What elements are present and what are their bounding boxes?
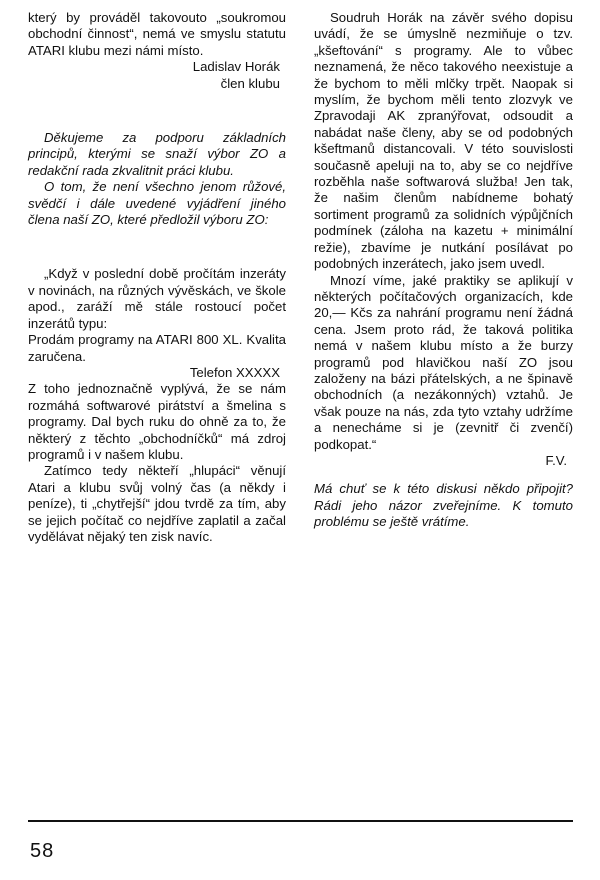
quote-paragraph-3: Zatímco tedy někteří „hlupáci“ věnují Atari a klubu svůj volný čas (a někdy i peníze), ti „chytřejší“ jdou tvrdě za tím, aby se jejich počítač co nejdříve zaplatil a začal vydělávat nějaký ten zisk navíc. — [28, 463, 286, 544]
closing-editorial-note: Má chuť se k této diskusi někdo připojit? Rádi jeho názor zveřejníme. K tomuto problému se ještě vrátíme. — [314, 481, 573, 530]
footer-rule — [28, 820, 573, 822]
signature-name: Ladislav Horák — [192, 59, 280, 75]
editorial-note-1: Děkujeme za podporu základních principů, kterými se snaží výbor ZO a redakční rada zkvalitnit práci klubu. — [28, 130, 286, 178]
editorial-note-2: O tom, že není všechno jenom růžové, svědčí i dále uvedené vyjádření jiného člena naší ZO, které předložil výboru ZO: — [28, 179, 286, 228]
signature-role: člen klubu — [220, 75, 280, 91]
ad-text: Prodám programy na ATARI 800 XL. Kvalita zaručena. — [28, 332, 286, 364]
response-signature: F.V. — [545, 452, 567, 468]
ad-phone: Telefon XXXXX — [189, 364, 280, 380]
response-paragraph-2: Mnozí víme, jaké praktiky se aplikují v některých počítačových organizacích, kde 20,— Kčs za nahrání programu není žádná cena. Jsem proto rád, že taková politika nemá v našem klubu místo a že burzy programů pod hlavičkou naší ZO jsou založeny na bázi přátelských, a ne špinavě obchodních (a nezákonných) vztahů. Je však pouze na nás, zda tyto vztahy udržíme a nenecháme si je (zevnitř či zvenčí) podkopat.“ — [314, 272, 573, 452]
intro-paragraph: který by prováděl takovouto „soukromou obchodní činnost“, nemá ve smyslu statutu ATARI klubu mezi námi místo. — [28, 10, 286, 58]
response-paragraph-1: Soudruh Horák na závěr svého dopisu uvádí, že se úmyslně nezmiňuje o tzv. „kšeftování“ s programy. Ale to vůbec neznamená, že něco takového neexistuje a že bychom to měli mlčky trpět. Naopak si myslím, že bychom měli tento zlozvyk ve Zpravodaji AK zpranýřovat, odsoudit a nabádat naše členy, aby se od podobných kšeftmanů distancovali. V této souvislosti současně apeluji na to, aby se co nejdříve rozběhla naše softwarová služba! Jen tak, že našim členům nabídneme bohatý sortiment programů za solidních výpůjčních podmínek (záloha na kazetu + minimální režie), zbavíme je nutkání posílávat po podobných inzerátech, jako jsem uvedl. — [314, 10, 573, 272]
right-column — [314, 10, 573, 531]
left-column — [28, 10, 286, 545]
page-number: 58 — [30, 840, 55, 862]
quote-paragraph-2: Z toho jednoznačně vyplývá, že se nám rozmáhá softwarové pirátství a šmelina s programy. Dal bych ruku do ohně za to, že některý z těchto „obchodníčků“ má zdroj programů i v našem klubu. — [28, 381, 286, 462]
quote-paragraph-1: „Když v poslední době pročítám inzeráty v novinách, na různých vývěskách, ve škole apod., zaráží mě stále rostoucí počet inzerátů typu: — [28, 266, 286, 331]
